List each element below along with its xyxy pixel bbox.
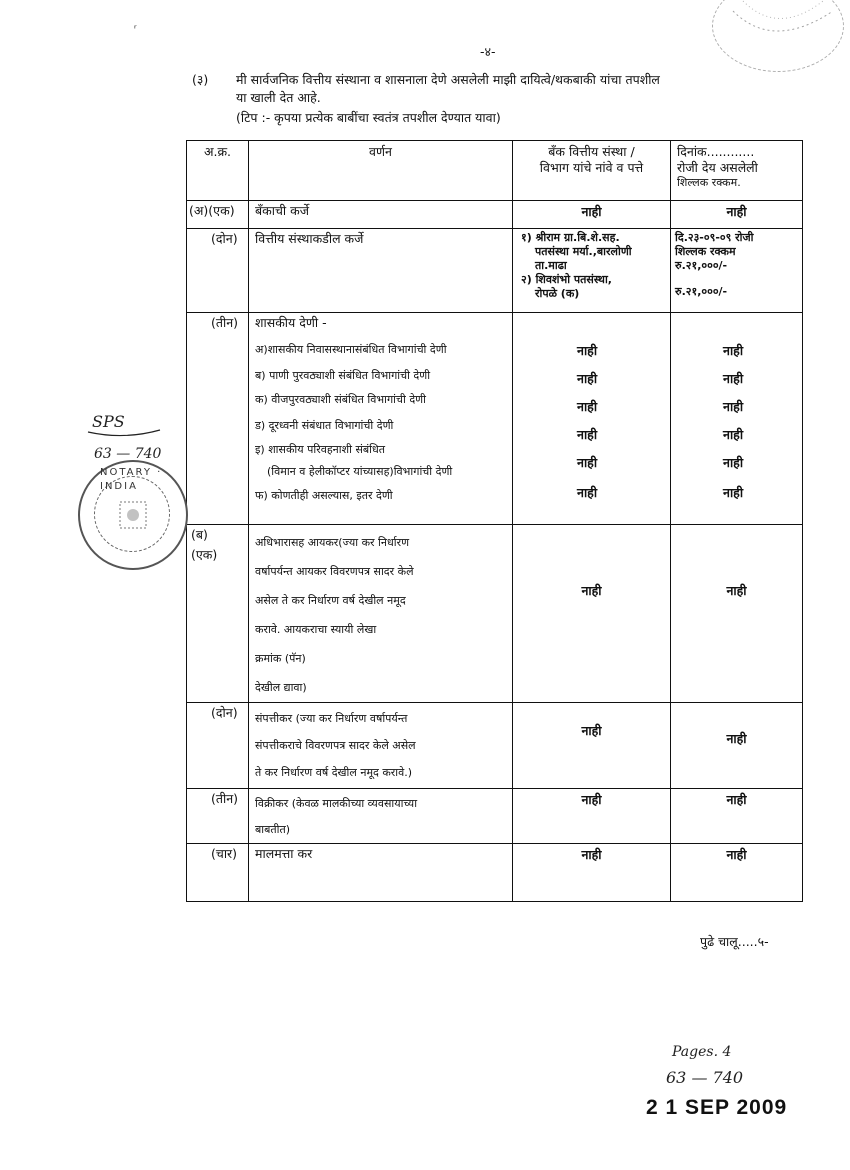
- row-a3-item-d: ड) दूरध्वनी संबंधात विभागांची देणी: [255, 419, 394, 432]
- item-text-line2: या खाली देत आहे.: [236, 90, 321, 105]
- row-b4-bank: नाही: [581, 847, 602, 862]
- notary-reg-no: 63 — 740: [94, 446, 162, 462]
- table-row: [187, 313, 803, 525]
- top-right-seal: [712, 0, 844, 72]
- header-date-line2: रोजी देय असलेली: [677, 160, 758, 175]
- row-a2-desc: वित्तीय संस्थाकडील कर्जे: [255, 231, 364, 246]
- row-b1-amount: नाही: [726, 583, 747, 598]
- row-a3-bank-f: नाही: [577, 485, 598, 500]
- row-b4-sr: (चार): [211, 846, 238, 861]
- row-a1-bank: नाही: [581, 204, 602, 219]
- row-a3-title: शासकीय देणी -: [255, 315, 327, 330]
- table-row: [187, 201, 803, 229]
- row-b1-desc-line4: करावे. आयकराचा स्यायी लेखा: [255, 623, 377, 636]
- row-b2-desc-line2: संपत्तीकराचे विवरणपत्र सादर केले असेल: [255, 739, 416, 752]
- row-a2-bank-1c: ता.माढा: [535, 259, 567, 272]
- row-a3-amount-e: नाही: [723, 455, 744, 470]
- row-a2-date-4: रु.२१,०००/-: [675, 285, 728, 298]
- row-a3-item-f: फ) कोणतीही असल्यास, इतर देणी: [255, 489, 393, 502]
- row-b3-amount: नाही: [726, 792, 747, 807]
- item-number: (३): [192, 72, 209, 87]
- liabilities-table: [186, 140, 803, 902]
- header-bank-line1: बँक वित्तीय संस्था /: [548, 144, 635, 159]
- row-b3-sr: (तीन): [211, 791, 239, 806]
- row-a2-bank-2b: रोपळे (क): [535, 287, 580, 300]
- row-a1-desc: बँकाची कर्जे: [255, 203, 309, 218]
- seal-pattern-icon: [713, 0, 843, 71]
- row-b1-desc-line6: देखील द्यावा): [255, 681, 307, 694]
- row-b1-desc-line1: अधिभारासह आयकर(ज्या कर निर्धारण: [255, 536, 410, 549]
- row-a3-bank-d: नाही: [577, 427, 598, 442]
- row-b2-desc-line3: ते कर निर्धारण वर्ष देखील नमूद करावे.): [255, 766, 413, 779]
- row-a3-item-e2: (विमान व हेलीकॉप्टर यांच्यासह)विभागांची देणी: [267, 465, 453, 478]
- header-date-line3: शिल्लक रक्कम.: [677, 176, 741, 189]
- row-a2-date-3: रु.२१,०००/-: [675, 259, 728, 272]
- pages-note: Pages. 4: [672, 1044, 732, 1060]
- row-b4-amount: नाही: [726, 847, 747, 862]
- continued-note: पुढे चालू.....५-: [700, 934, 769, 949]
- row-b1-bank: नाही: [581, 583, 602, 598]
- notary-reg-no-bottom: 63 — 740: [666, 1068, 744, 1087]
- row-b4-desc: मालमत्ता कर: [255, 846, 313, 861]
- row-a2-bank-1b: पतसंस्था मर्या.,बारलोणी: [535, 245, 632, 258]
- row-a2-date-1: दि.२३-०९-०९ रोजी: [675, 231, 754, 244]
- header-sr: अ.क्र.: [203, 144, 232, 159]
- row-b1-desc-line3: असेल ते कर निर्धारण वर्ष देखील नमूद: [255, 594, 406, 607]
- header-date-line1: दिनांक............: [677, 144, 755, 159]
- row-b1-sr2: (एक): [191, 547, 218, 562]
- row-b3-desc-line1: विक्रीकर (केवळ मालकीच्या व्यवसायाच्या: [255, 797, 418, 810]
- item-text-line1: मी सार्वजनिक वित्तीय संस्थाना व शासनाला देणे असलेली माझी दायित्वे/थकबाकी यांचा तपशील: [236, 72, 660, 87]
- row-b3-desc-line2: बाबतीत): [255, 823, 291, 836]
- table-header-row: [187, 141, 803, 201]
- row-b1-desc-line5: क्रमांक (पॅन): [255, 652, 306, 665]
- header-bank-line2: विभाग यांचे नांवे व पत्ते: [539, 160, 644, 175]
- row-a3-amount-b: नाही: [723, 371, 744, 386]
- row-b2-desc: [249, 703, 512, 786]
- table-row: [187, 789, 803, 844]
- row-a2-date-2: शिल्लक रक्कम: [675, 245, 736, 258]
- item-note: (टिप :- कृपया प्रत्येक बाबींचा स्वतंत्र तपशील देण्यात यावा): [236, 110, 501, 125]
- row-a1-amount: नाही: [726, 204, 747, 219]
- seal-text: NOTARY · INDIA: [100, 467, 163, 492]
- row-a2-bank-1a: १) श्रीराम ग्रा.बि.शे.सह.: [521, 231, 620, 244]
- row-b1-sr1: (ब): [191, 527, 208, 542]
- row-b2-amount: नाही: [726, 731, 747, 746]
- table-row: [187, 525, 803, 703]
- row-b2-bank: नाही: [581, 723, 602, 738]
- row-a3-amount-d: नाही: [723, 427, 744, 442]
- table-row: [187, 229, 803, 313]
- row-a3-item-a: अ)शासकीय निवासस्थानासंबंधित विभागांची देणी: [255, 343, 447, 356]
- page-number: -४-: [480, 44, 496, 59]
- row-b3-bank: नाही: [581, 792, 602, 807]
- row-b2-sr: (दोन): [211, 705, 238, 720]
- row-a3-bank-e: नाही: [577, 455, 598, 470]
- row-a1-sr: (अ)(एक): [189, 203, 235, 218]
- row-a3-item-c: क) वीजपुरवठ्याशी संबंधित विभागांची देणी: [255, 393, 426, 406]
- row-a3-bank-c: नाही: [577, 399, 598, 414]
- corner-mark: ʳ: [134, 24, 137, 35]
- row-b1-desc-line2: वर्षापर्यन्त आयकर विवरणपत्र सादर केले: [255, 565, 414, 578]
- row-a2-bank-2a: २) शिवशंभो पतसंस्था,: [521, 273, 612, 286]
- row-b2-desc-line1: संपत्तीकर (ज्या कर निर्धारण वर्षापर्यन्त: [255, 712, 408, 725]
- row-b3-desc: [249, 789, 512, 843]
- row-a3-amount-a: नाही: [723, 343, 744, 358]
- notary-seal: [78, 460, 188, 570]
- row-a3-bank-b: नाही: [577, 371, 598, 386]
- table-row: [187, 703, 803, 789]
- row-b1-desc: [249, 525, 512, 702]
- row-a3-item-e: इ) शासकीय परिवहनाशी संबंधित: [255, 443, 386, 456]
- row-a3-bank-a: नाही: [577, 343, 598, 358]
- table-row: [187, 844, 803, 902]
- header-desc: वर्णन: [369, 144, 392, 159]
- row-a3-amount-c: नाही: [723, 399, 744, 414]
- row-a3-sr: (तीन): [211, 315, 239, 330]
- row-a2-sr: (दोन): [211, 231, 238, 246]
- row-a3-item-b: ब) पाणी पुरवठ्याशी संबंधित विभागांची देणी: [255, 369, 431, 382]
- date-stamp: 2 1 SEP 2009: [646, 1096, 788, 1119]
- notary-initials: SPS: [92, 412, 125, 431]
- initials-underline-icon: [84, 410, 164, 440]
- row-a3-amount-f: नाही: [723, 485, 744, 500]
